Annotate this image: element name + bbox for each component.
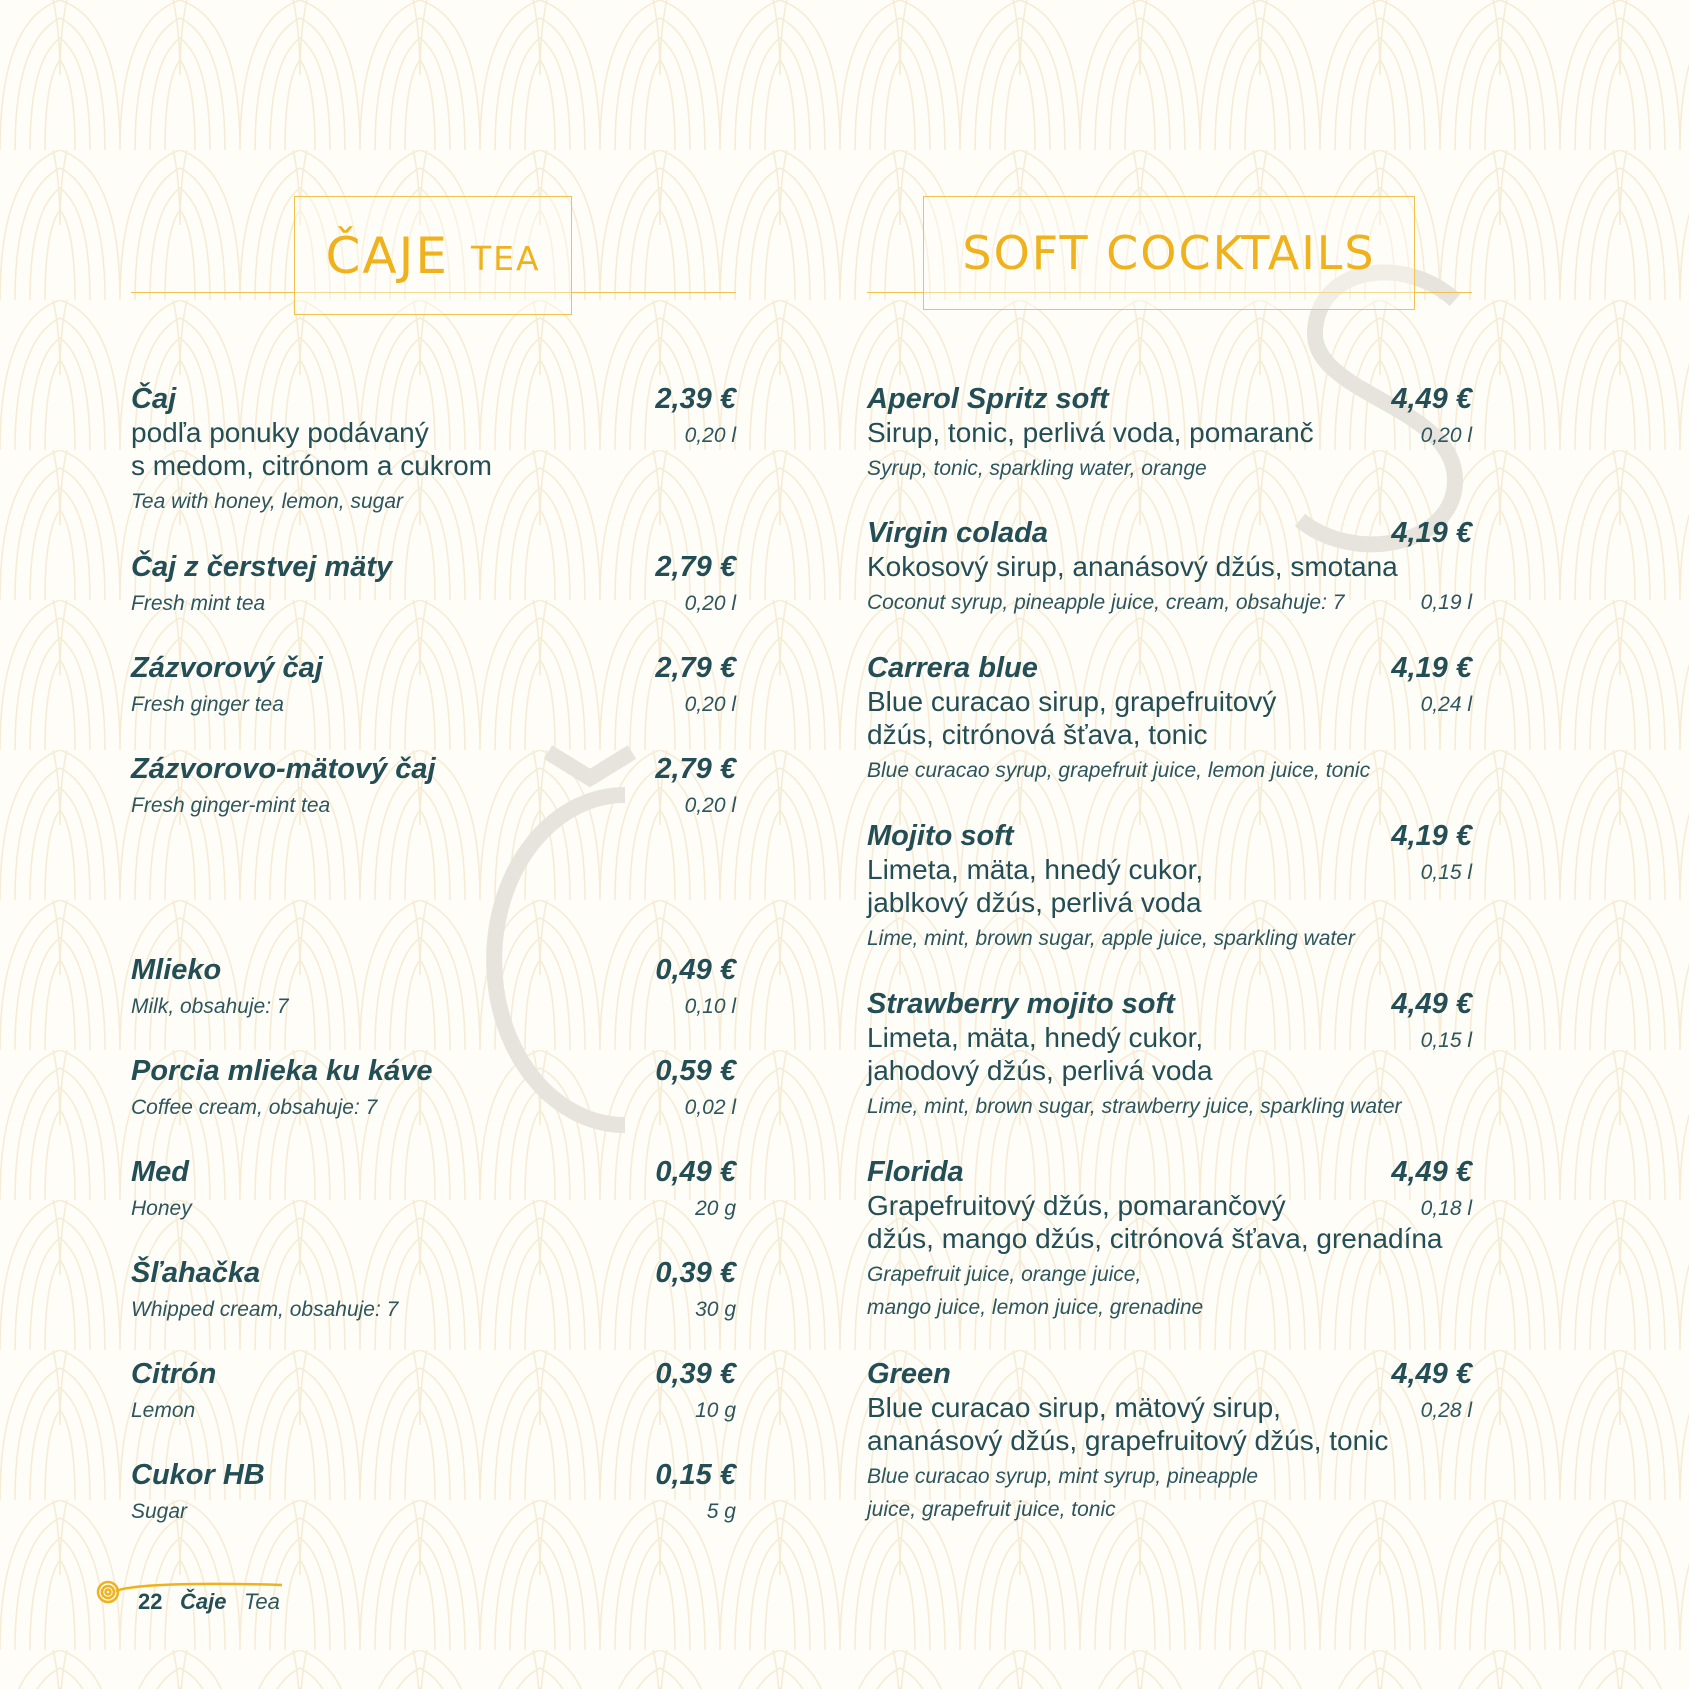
item-name: Virgin colada (867, 517, 1049, 549)
tea-title-box (294, 196, 572, 315)
item-price: 4,49 € (1391, 1358, 1472, 1390)
page-footer (96, 1575, 396, 1625)
item-description: s medom, citrónom a cukrom (131, 450, 492, 481)
item-description: podľa ponuky podávaný (131, 417, 429, 448)
item-english: mango juice, lemon juice, grenadine (867, 1296, 1204, 1319)
tea-title: ČAJE (325, 226, 449, 285)
item-name: Čaj z čerstvej mäty (131, 551, 393, 583)
item-english: Fresh ginger tea (131, 693, 284, 716)
item-price: 4,49 € (1391, 1156, 1472, 1188)
item-volume: 0,19 l (1420, 591, 1472, 614)
item-price: 4,19 € (1391, 517, 1472, 549)
item-english: Lime, mint, brown sugar, apple juice, sparkling water (867, 927, 1355, 950)
item-description: Kokosový sirup, ananásový džús, smotana (867, 551, 1398, 582)
item-volume: 0,20 l (684, 693, 736, 716)
item-price: 4,19 € (1391, 820, 1472, 852)
item-volume: 0,02 l (684, 1096, 736, 1119)
item-description: Limeta, mäta, hnedý cukor, (867, 1022, 1204, 1053)
tea-list (131, 382, 736, 1532)
item-description: Grapefruitový džús, pomarančový (867, 1190, 1286, 1221)
item-english: Whipped cream, obsahuje: 7 (131, 1298, 399, 1321)
page-number: 22 (138, 1589, 163, 1614)
item-name: Porcia mlieka ku káve (131, 1055, 433, 1087)
item-description: jahodový džús, perlivá voda (867, 1055, 1213, 1086)
tea-subtitle: TEA (470, 239, 541, 278)
item-price: 0,49 € (655, 954, 736, 986)
item-volume: 0,18 l (1420, 1197, 1472, 1220)
item-name: Citrón (131, 1358, 217, 1390)
item-description: ananásový džús, grapefruitový džús, tonic (867, 1425, 1389, 1456)
item-english: Honey (131, 1197, 192, 1220)
item-price: 0,39 € (655, 1257, 736, 1289)
footer-section-en: Tea (244, 1589, 280, 1614)
item-name: Čaj (131, 383, 177, 415)
item-description: Blue curacao sirup, grapefruitový (867, 686, 1277, 717)
item-volume: 0,20 l (1420, 424, 1472, 447)
item-description: jablkový džús, perlivá voda (867, 887, 1202, 918)
item-name: Aperol Spritz soft (867, 383, 1109, 415)
item-english: Lemon (131, 1399, 196, 1422)
item-name: Cukor HB (131, 1459, 265, 1491)
item-description: džús, citrónová šťava, tonic (867, 719, 1208, 750)
item-price: 0,59 € (655, 1055, 736, 1087)
item-description: Sirup, tonic, perlivá voda, pomaranč (867, 417, 1314, 448)
item-english: Blue curacao syrup, mint syrup, pineapple (867, 1465, 1259, 1488)
item-price: 4,49 € (1391, 988, 1472, 1020)
item-name: Mlieko (131, 954, 222, 986)
item-english: Sugar (131, 1500, 188, 1523)
item-price: 0,39 € (655, 1358, 736, 1390)
item-price: 0,49 € (655, 1156, 736, 1188)
item-name: Šľahačka (131, 1257, 261, 1289)
item-description: Limeta, mäta, hnedý cukor, (867, 854, 1204, 885)
item-volume: 20 g (695, 1197, 736, 1220)
item-volume: 0,20 l (684, 794, 736, 817)
item-english: Grapefruit juice, orange juice, (867, 1263, 1142, 1286)
item-english: Milk, obsahuje: 7 (131, 995, 289, 1018)
item-name: Zázvorovo-mätový čaj (131, 753, 436, 785)
item-name: Mojito soft (867, 820, 1014, 852)
item-price: 4,19 € (1391, 652, 1472, 684)
item-english: Tea with honey, lemon, sugar (131, 490, 403, 513)
item-volume: 10 g (695, 1399, 736, 1422)
item-volume: 5 g (706, 1500, 736, 1523)
item-english: Syrup, tonic, sparkling water, orange (867, 457, 1207, 480)
item-volume: 0,20 l (684, 592, 736, 615)
cocktails-list (867, 382, 1472, 1532)
item-price: 4,49 € (1391, 383, 1472, 415)
item-volume: 0,28 l (1420, 1399, 1472, 1422)
item-volume: 0,24 l (1420, 693, 1472, 716)
footer-section: Čaje (180, 1589, 227, 1614)
item-name: Strawberry mojito soft (867, 988, 1175, 1020)
item-price: 2,79 € (655, 551, 736, 583)
item-price: 2,79 € (655, 753, 736, 785)
item-price: 2,39 € (655, 383, 736, 415)
item-description: Blue curacao sirup, mätový sirup, (867, 1392, 1281, 1423)
item-english: Lime, mint, brown sugar, strawberry juice, sparkling water (867, 1095, 1402, 1118)
item-name: Zázvorový čaj (131, 652, 323, 684)
item-volume: 0,10 l (684, 995, 736, 1018)
item-name: Carrera blue (867, 652, 1038, 684)
cocktails-title: SOFT COCKTAILS (962, 226, 1376, 280)
item-volume: 0,20 l (684, 424, 736, 447)
item-volume: 0,15 l (1420, 1029, 1472, 1052)
item-volume: 30 g (695, 1298, 736, 1321)
item-name: Florida (867, 1156, 964, 1188)
item-english: Blue curacao syrup, grapefruit juice, lemon juice, tonic (867, 759, 1371, 782)
item-name: Green (867, 1358, 951, 1390)
item-name: Med (131, 1156, 189, 1188)
item-volume: 0,15 l (1420, 861, 1472, 884)
item-english: Fresh ginger-mint tea (131, 794, 331, 817)
item-english: Coffee cream, obsahuje: 7 (131, 1096, 378, 1119)
item-english: Fresh mint tea (131, 592, 266, 615)
item-english: Coconut syrup, pineapple juice, cream, obsahuje: 7 (867, 591, 1345, 614)
item-price: 2,79 € (655, 652, 736, 684)
item-description: džús, mango džús, citrónová šťava, grenadína (867, 1223, 1443, 1254)
cocktails-title-box (923, 196, 1415, 310)
item-english: juice, grapefruit juice, tonic (867, 1498, 1116, 1521)
item-price: 0,15 € (655, 1459, 736, 1491)
